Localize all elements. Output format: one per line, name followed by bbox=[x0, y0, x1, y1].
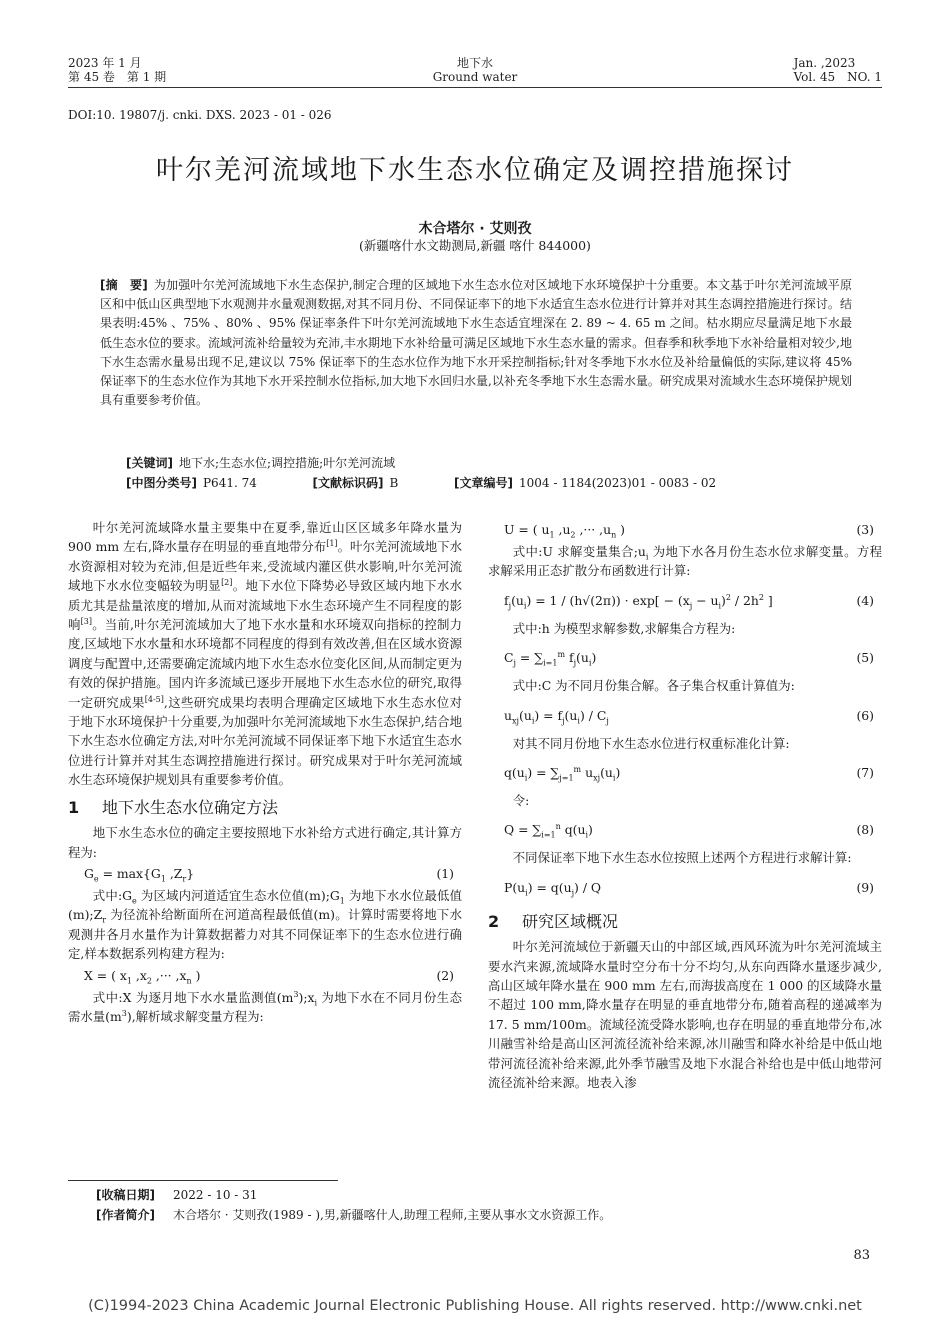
left-column bbox=[68, 518, 462, 1026]
equation-formula: $q(u_i) = \sum_{j=1}^m$ $u_{xj}(u_i)$ bbox=[504, 764, 621, 783]
equation-formula: $f_j(u_i) = 1 / (h√(2\pi)) \cdot \exp[ - (x_j - u_i)^2 / 2h^2$ ] bbox=[504, 592, 773, 611]
header-rule bbox=[68, 87, 882, 88]
doc-code-label: [文献标识码] bbox=[312, 476, 384, 490]
clc-label: [中图分类号] bbox=[126, 476, 197, 490]
paragraph: 式中:U 求解变量集合$;u_i$ 为地下水各月份生态水位求解变量。方程求解采用正态扩散分布函数进行计算: bbox=[488, 544, 882, 579]
footnote-rule bbox=[68, 1180, 338, 1181]
paragraph: 地下水生态水位的确定主要按照地下水补给方式进行确定,其计算方程为: bbox=[68, 825, 462, 860]
article-number-value: 1004 - 1184(2023)01 - 0083 - 02 bbox=[518, 476, 717, 490]
equation-formula: $C_j = \sum_{i=1}^m$ $f_j(u_i)$ bbox=[504, 650, 597, 668]
paragraph: 式中:C 为不同月份集合解。各子集合权重计算值为: bbox=[512, 678, 795, 694]
equation-8 bbox=[488, 812, 882, 846]
header-right: Jan. ,2023 Vol. 45 NO. 1 bbox=[793, 56, 882, 84]
intro-paragraph: 叶尔羌河流域降水量主要集中在夏季,靠近山区区域多年降水量为 900 mm 左右,降水量存在明显的垂直地带分布[1]。叶尔羌河流域地下水水资源相对较为充沛,但是近些年来,受流域内灌区供水影响,叶尔羌河流域地下水水位变幅较为明显[2]。地下水位下降势必导致区域内地下水水质尤其是盐量浓度的增加,从而对流域地下水生态环境产生不同程度的影响[3]。当前,叶尔羌河流域加大了地下水水量和水环境双向指标的控制力度,区域地下水水量和水环境都不同程度的得到有效改善,但在区域水资源调度与配置中,还需要确定流域内地下水生态水位变化区间,从而制定更为有效的保护措施。国内许多流域已逐步开展地下水生态水位的研究,取得一定研究成果[4-5],这些研究成果均表明合理确定区域地下水生态水位对于地下水环境保护十分重要,为加强叶尔羌河流域地下水生态保护,结合地下水生态水位确定方法,对叶尔羌河流域不同保证率下地下水适宜生态水位进行计算并对其生态调控措施进行探讨。研究成果对于叶尔羌河流域水生态环境保护规划具有重要参考价值。 bbox=[68, 520, 462, 788]
author: 木合塔尔 · 艾则孜 bbox=[418, 221, 532, 237]
equation-number: (6) bbox=[856, 707, 874, 723]
equation-formula: $P(u_i) = q(u_j) / Q$ bbox=[504, 879, 602, 898]
equation-number: (3) bbox=[856, 522, 874, 537]
abstract-label: [摘 要] bbox=[100, 278, 148, 292]
keywords bbox=[126, 454, 395, 472]
paragraph: 式中$:G_e$ 为区域内河道适宜生态水位值$(m);G_1$ 为地下水水位最低值$(m);Z_r$ 为径流补给断面所在河道高程最低值(m)。计算时需要将地下水观测井各月水量作为计算数据蓄力对其不同保证率下的生态水位进行确定,样本数据系列构建方程为: bbox=[68, 887, 462, 962]
citation[interactable]: [4-5] bbox=[144, 694, 164, 704]
equation-formula: $u_{xj}(u_i) = f_j(u_i) / C_j$ bbox=[504, 707, 609, 726]
affiliation: (新疆喀什水文勘测局,新疆 喀什 844000) bbox=[359, 238, 591, 253]
abstract bbox=[100, 276, 852, 410]
equation-formula: X = ( $x_1$ $,x_2$ ,··· $,x_n$ ) bbox=[84, 967, 201, 985]
doc-code-value: B bbox=[389, 476, 399, 490]
equation-number: (1) bbox=[436, 865, 454, 881]
citation[interactable]: [1] bbox=[326, 539, 338, 549]
citation[interactable]: [2] bbox=[221, 578, 233, 588]
equation-5 bbox=[488, 640, 882, 674]
paragraph: 式中:X 为逐月地下水水量监测值$(m^3);x_i$ 为地下水在不同月份生态需水量$(m^3)$,解析域求解变量方程为: bbox=[68, 989, 462, 1024]
article-number-label: [文章编号] bbox=[454, 476, 513, 490]
page-number: 83 bbox=[853, 1248, 870, 1263]
abstract-text: 为加强叶尔羌河流域地下水生态保护,制定合理的区域地下水生态水位对区域地下水环境保护十分重要。本文基于叶尔羌河流域平原区和中低山区典型地下水观测井水量观测数据,对其不同月份、不同保证率下的地下水适宜生态水位进行计算并对其生态调控措施进行探讨。结果表明:45% 、75% 、80% 、95% 保证率条件下叶尔羌河流域地下水生态适宜埋深在 2. 89 ~ 4. 65 m 之间。枯水期应尽量满足地下水最低生态水位的要求。流域河流补给量较为充沛,丰水期地下水补给量可满足区域地下水生态水量的需求。但春季和秋季地下水补给量相对较少,地下水生态需水量易出现不足,建议以 75% 保证率下的生态水位作为地下水开采控制指标;针对冬季地下水水位及补给量偏低的实际,建议将 45% 保证率下的生态水位作为其地下水开采控制水位指标,加大地下水回归水量,以补充冬季地下水生态需水量。研究成果对流域水生态环境保护规划具有重要参考价值。 bbox=[100, 278, 852, 408]
page-title: 叶尔羌河流域地下水生态水位确定及调控措施探讨 bbox=[156, 155, 794, 186]
copyright-notice: (C)1994-2023 China Academic Journal Electronic Publishing House. All rights reserved. http://www.cnki.net bbox=[88, 1298, 862, 1314]
citation[interactable]: [3] bbox=[80, 616, 92, 626]
classification bbox=[126, 474, 716, 492]
equation-number: (4) bbox=[856, 592, 874, 608]
equation-number: (9) bbox=[856, 879, 874, 895]
paragraph: 不同保证率下地下水生态水位按照上述两个方程进行求解计算: bbox=[512, 850, 852, 866]
equation-number: (2) bbox=[436, 967, 454, 983]
paragraph: 对其不同月份地下水生态水位进行权重标准化计算: bbox=[512, 735, 790, 751]
paragraph: 式中:h 为模型求解参数,求解集合方程为: bbox=[512, 620, 736, 636]
equation-3 bbox=[488, 520, 882, 540]
keywords-label: [关键词] bbox=[126, 456, 173, 470]
header-left: 2023 年 1 月 第 45 卷 第 1 期 bbox=[68, 56, 167, 84]
equation-number: (5) bbox=[856, 650, 874, 666]
equation-number: (7) bbox=[856, 765, 874, 781]
clc-value: P641. 74 bbox=[202, 476, 257, 490]
footnote-author: [作者简介] 木合塔尔 · 艾则孜(1989 - ),男,新疆喀什人,助理工程师,主要从事水文水资源工作。 bbox=[96, 1208, 612, 1222]
section-heading-2: 2 研究区域概况 bbox=[488, 911, 619, 931]
paragraph: 令: bbox=[512, 793, 530, 809]
equation-4 bbox=[488, 583, 882, 617]
equation-7 bbox=[488, 755, 882, 789]
equation-formula: $Q = \sum_{i=1}^n$ $q(u_i)$ bbox=[504, 822, 593, 840]
equation-2 bbox=[68, 966, 462, 986]
equation-formula: U = ( $u_1$ $,u_2$ ,··· $,u_n$ ) bbox=[504, 522, 626, 540]
section-heading-1: 1 地下水生态水位确定方法 bbox=[68, 797, 279, 817]
footnote-received: [收稿日期] 2022 - 10 - 31 bbox=[96, 1188, 258, 1202]
equation-6 bbox=[488, 698, 882, 732]
keywords-text: 地下水;生态水位;调控措施;叶尔羌河流域 bbox=[178, 456, 396, 470]
paragraph: 叶尔羌河流域位于新疆天山的中部区域,西风环流为叶尔羌河流域主要水汽来源,流域降水量时空分布十分不均匀,从东向西降水量逐步减少,高山区域年降水量在 900 mm 左右,而海拔高度在 1 000 的区域降水量不超过 100 mm,降水量存在明显的垂直地带分布,随着高程的递减率为 17. 5 mm/100m。流域径流受降水影响,也存在明显的垂直地带分布,冰川融雪补给是高山区河流径流补给来源,冰川融雪和降水补给是中低山地带河流径流补给来源,此外季节融雪及地下水混合补给也是中低山地带河流径流补给来源。地表入渗 bbox=[488, 939, 882, 1091]
header-center: 地下水 Ground water bbox=[432, 56, 518, 84]
equation-9 bbox=[488, 870, 882, 904]
equation-1 bbox=[68, 864, 462, 884]
doi: DOI:10. 19807/j. cnki. DXS. 2023 - 01 - 026 bbox=[68, 108, 332, 122]
equation-number: (8) bbox=[856, 822, 874, 838]
equation-formula: $G_e = \max\{G_1$ $,Z_r$} bbox=[84, 865, 195, 884]
right-column bbox=[488, 518, 882, 1093]
